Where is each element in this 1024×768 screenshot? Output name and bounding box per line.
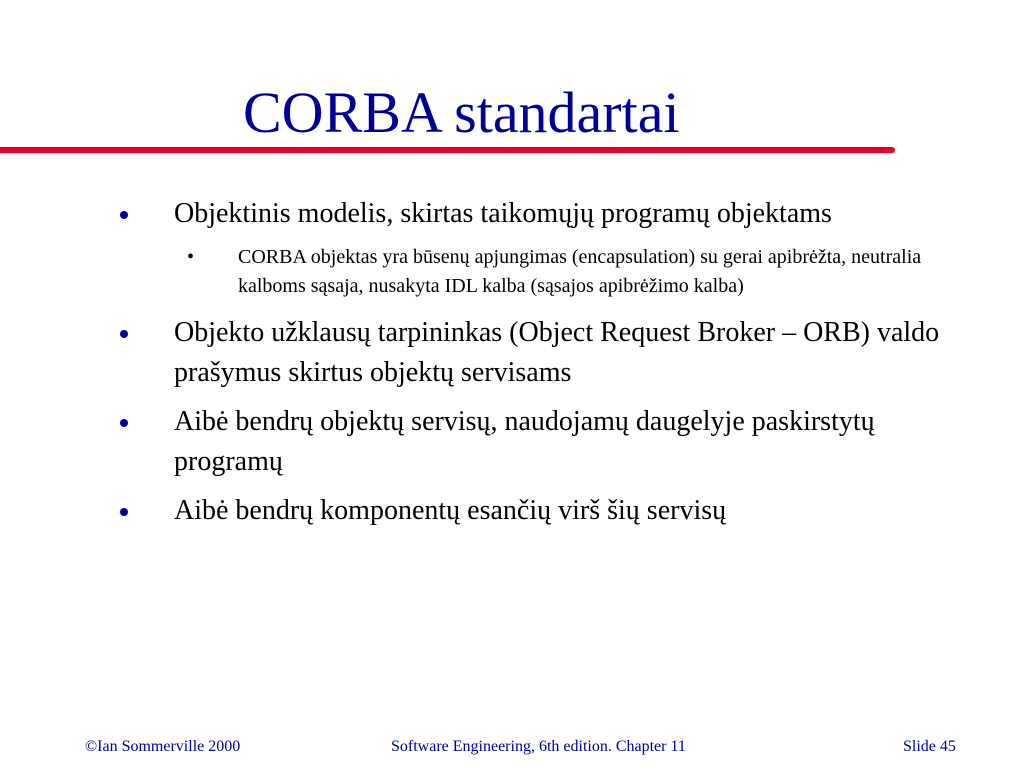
bullet-text-1: Objektinis modelis, skirtas taikomųjų programų objektams xyxy=(174,198,832,229)
slide-title: CORBA standartai xyxy=(243,80,680,145)
sub-bullet-item-1 xyxy=(118,243,948,301)
bullet-dot-icon xyxy=(120,211,128,219)
bullet-text-3: Aibė bendrų objektų servisų, naudojamų daugelyje paskirstytų programų xyxy=(174,406,875,477)
sub-bullet-icon: • xyxy=(187,246,195,268)
title-underline xyxy=(0,147,895,153)
bullet-dot-icon xyxy=(120,419,128,427)
bullet-dot-icon xyxy=(120,508,128,516)
bullet-dot-icon xyxy=(120,330,128,338)
bullet-item-3 xyxy=(118,402,948,482)
footer-slide-number: Slide 45 xyxy=(903,738,956,755)
bullet-item-2 xyxy=(118,313,948,393)
bullet-item-4 xyxy=(118,491,948,531)
sub-bullet-text-1: CORBA objektas yra būsenų apjungimas (encapsulation) su gerai apibrėžta, neutralia kalboms sąsaja, nusakyta IDL kalba (sąsajos apibrėžimo kalba) xyxy=(238,246,922,297)
footer-copyright: ©Ian Sommerville 2000 xyxy=(85,738,241,755)
slide-body xyxy=(118,194,948,540)
bullet-text-2: Objekto užklausų tarpininkas (Object Request Broker – ORB) valdo prašymus skirtus objektų servisams xyxy=(174,317,940,388)
bullet-text-4: Aibė bendrų komponentų esančių virš šių servisų xyxy=(174,495,727,526)
bullet-item-1 xyxy=(118,194,948,234)
footer-course: Software Engineering, 6th edition. Chapter 11 xyxy=(391,738,686,755)
